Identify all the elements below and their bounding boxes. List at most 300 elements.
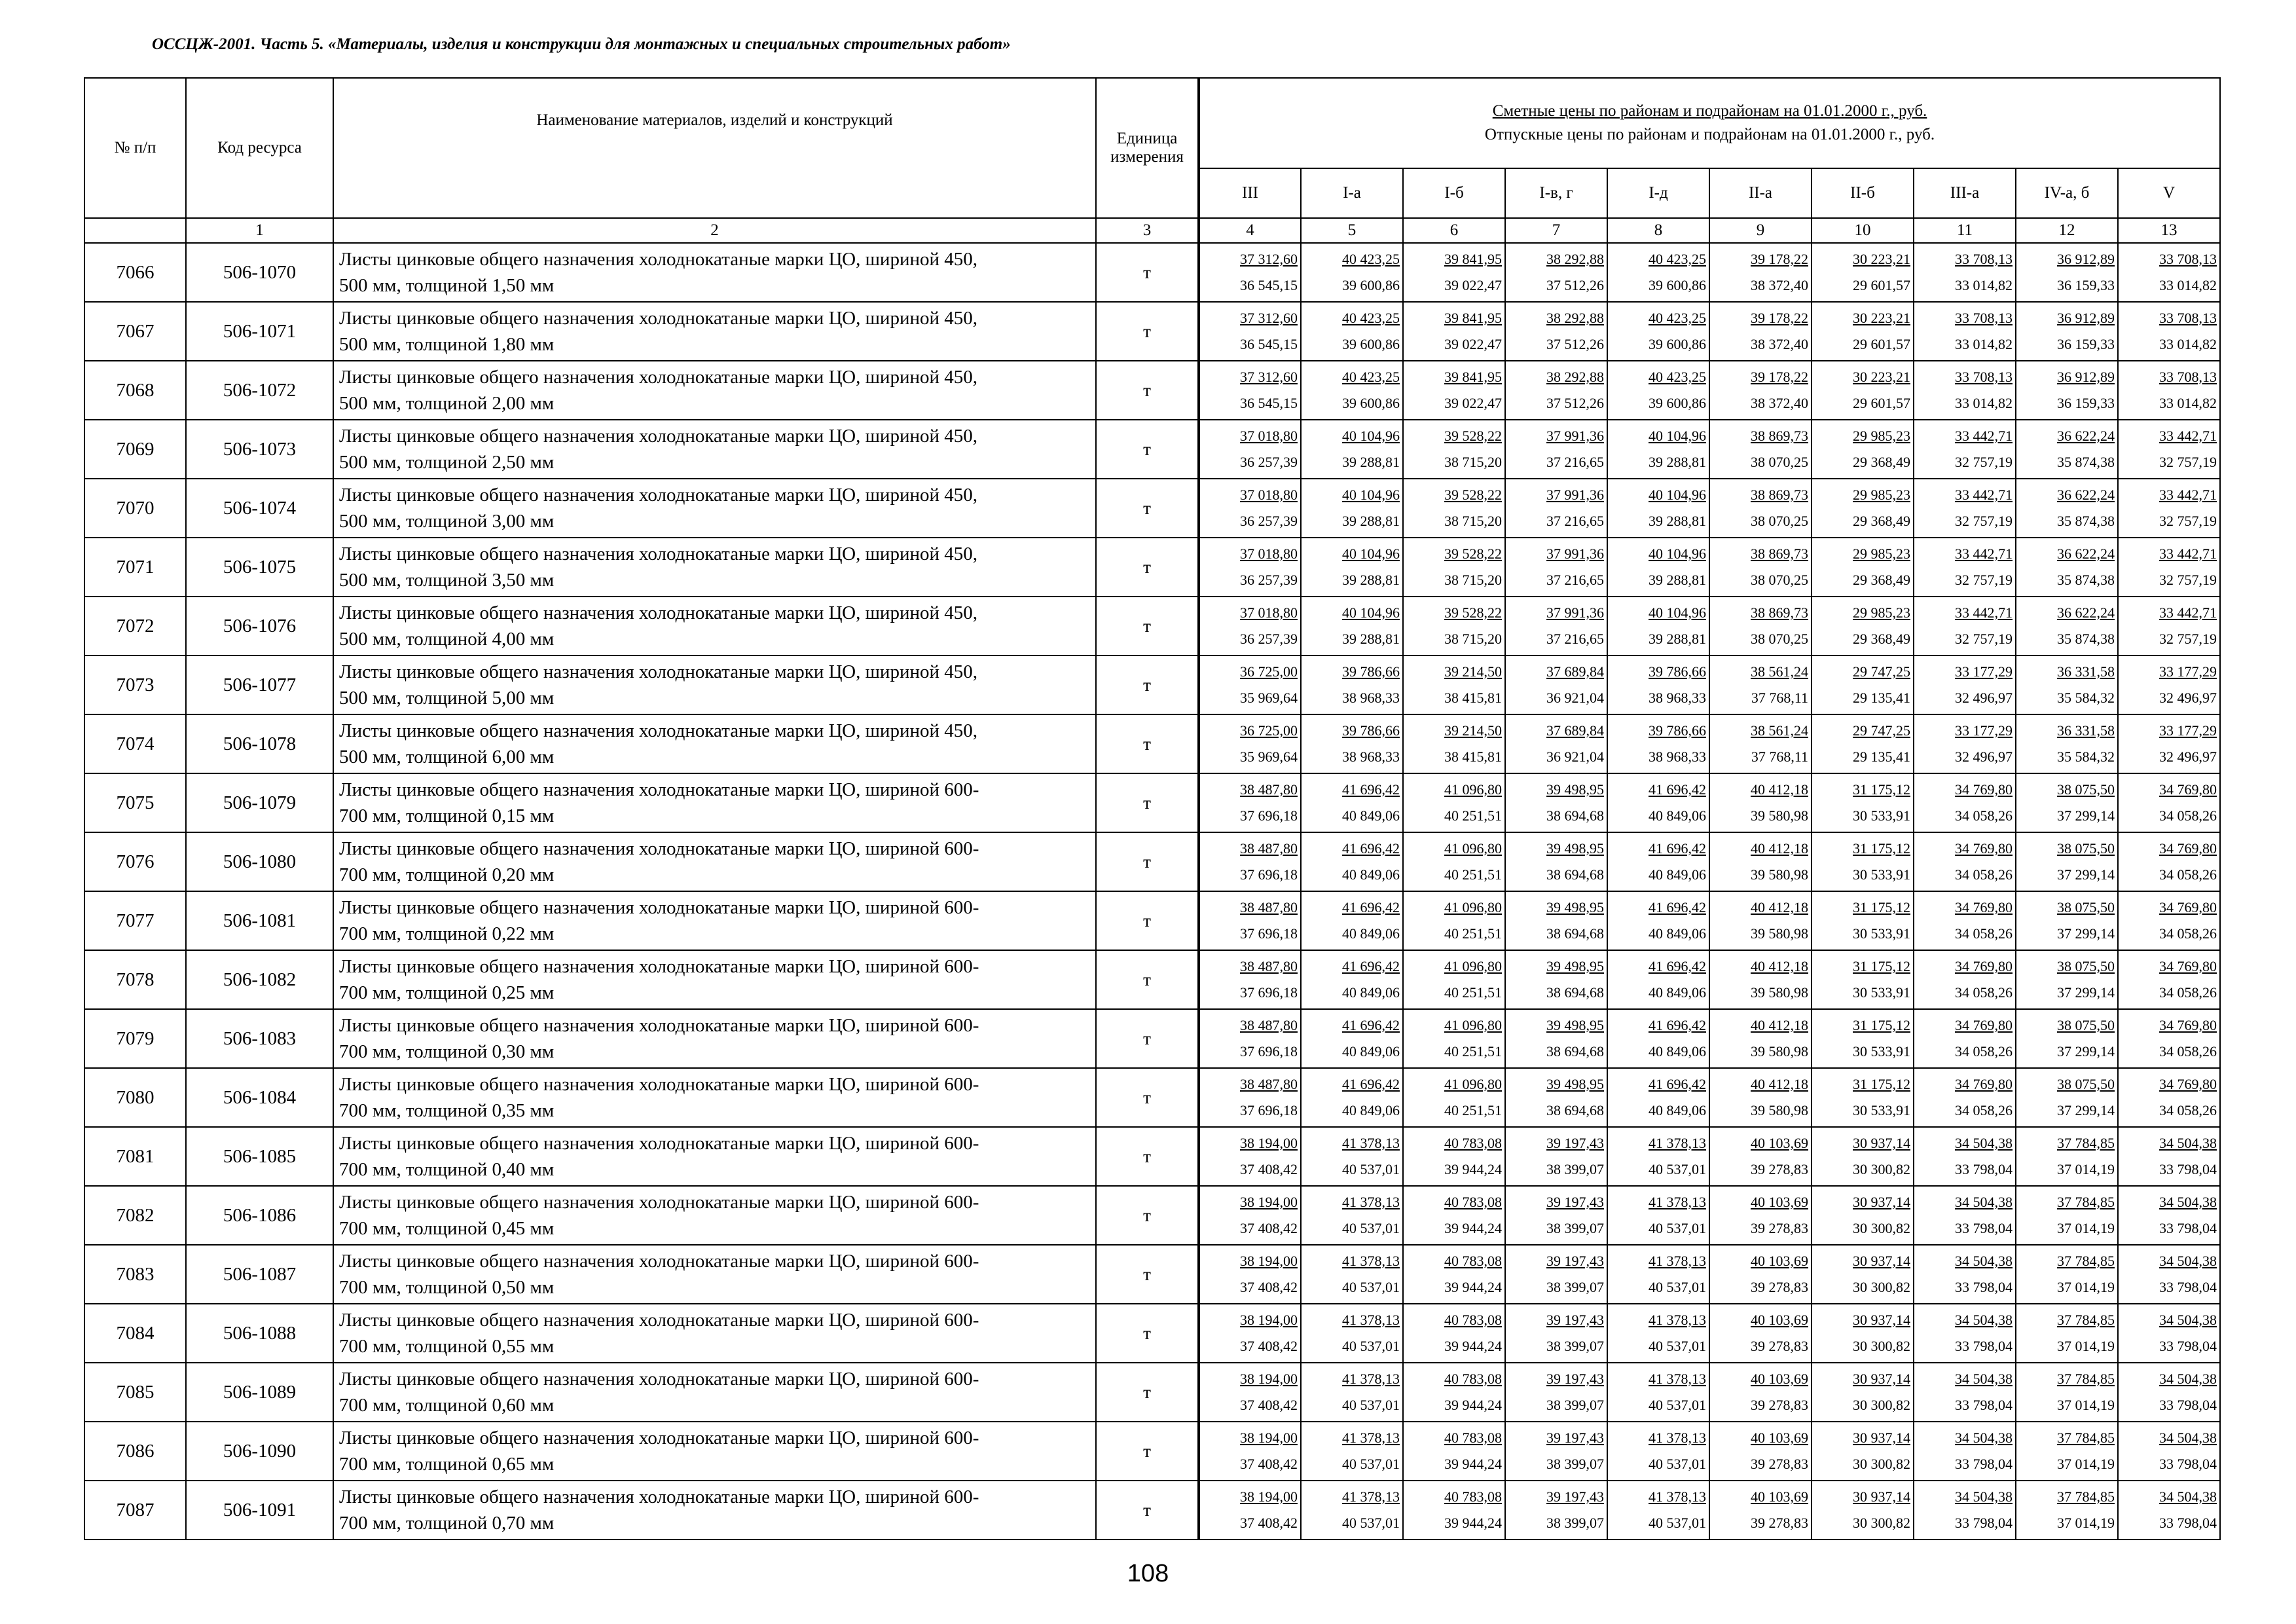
release-price: 39 278,83 — [1751, 1161, 1808, 1177]
table-row — [84, 950, 2220, 1009]
release-price: 39 278,83 — [1751, 1338, 1808, 1354]
estimate-price: 37 784,85 — [2057, 1253, 2115, 1269]
release-price: 38 372,40 — [1751, 336, 1808, 352]
release-price: 37 216,65 — [1546, 454, 1604, 470]
material-name-line1: Листы цинковые общего назначения холоднокатаные марки ЦО, шириной 450, — [339, 367, 977, 388]
material-name-line1: Листы цинковые общего назначения холоднокатаные марки ЦО, шириной 450, — [339, 661, 977, 682]
price-cell — [1812, 950, 1914, 1009]
estimate-price: 36 912,89 — [2057, 369, 2115, 385]
price-cell — [1709, 1009, 1812, 1068]
estimate-price: 39 197,43 — [1546, 1371, 1604, 1387]
estimate-price: 38 194,00 — [1240, 1194, 1298, 1210]
price-cell — [1709, 714, 1812, 773]
release-price: 40 849,06 — [1649, 925, 1706, 942]
release-price: 38 399,07 — [1546, 1515, 1604, 1531]
price-cell — [1812, 361, 1914, 420]
resource-code: 506-1085 — [186, 1127, 333, 1186]
release-price: 38 399,07 — [1546, 1279, 1604, 1295]
estimate-price: 40 104,96 — [1342, 487, 1400, 503]
release-price: 37 408,42 — [1240, 1515, 1298, 1531]
material-name-line2: 500 мм, толщиной 6,00 мм — [339, 747, 555, 767]
estimate-price: 41 096,80 — [1444, 1017, 1502, 1033]
estimate-price: 40 412,18 — [1751, 840, 1808, 857]
estimate-price: 30 937,14 — [1853, 1488, 1910, 1505]
price-cell — [1607, 361, 1709, 420]
estimate-price: 40 104,96 — [1342, 604, 1400, 621]
estimate-price: 40 423,25 — [1342, 310, 1400, 326]
material-name — [333, 1481, 1096, 1540]
price-cell — [1199, 1422, 1301, 1481]
release-price: 35 874,38 — [2057, 572, 2115, 588]
price-cell — [1709, 1245, 1812, 1304]
release-price: 40 537,01 — [1342, 1456, 1400, 1472]
estimate-price: 39 841,95 — [1444, 369, 1502, 385]
price-cell — [2118, 1363, 2220, 1422]
estimate-price: 41 696,42 — [1342, 781, 1400, 798]
release-price: 30 300,82 — [1853, 1161, 1910, 1177]
release-price: 37 014,19 — [2057, 1161, 2115, 1177]
release-price: 38 070,25 — [1751, 513, 1808, 529]
estimate-price: 30 937,14 — [1853, 1371, 1910, 1387]
price-cell — [1914, 655, 2016, 714]
estimate-price: 41 378,13 — [1342, 1194, 1400, 1210]
unit-of-measure: т — [1096, 597, 1199, 655]
release-price: 30 300,82 — [1853, 1338, 1910, 1354]
release-price: 39 944,24 — [1444, 1279, 1502, 1295]
release-price: 38 715,20 — [1444, 454, 1502, 470]
price-cell — [1199, 773, 1301, 832]
resource-code: 506-1086 — [186, 1186, 333, 1245]
release-price: 30 533,91 — [1853, 866, 1910, 883]
estimate-price: 41 378,13 — [1342, 1135, 1400, 1151]
price-cell — [1812, 1186, 1914, 1245]
release-price: 39 600,86 — [1649, 336, 1706, 352]
release-price: 36 257,39 — [1240, 572, 1298, 588]
release-price: 33 798,04 — [1955, 1161, 2013, 1177]
price-cell — [1812, 1127, 1914, 1186]
price-cell — [1403, 714, 1505, 773]
release-price: 40 251,51 — [1444, 984, 1502, 1001]
estimate-price: 37 018,80 — [1240, 545, 1298, 562]
estimate-price: 34 769,80 — [1955, 1076, 2013, 1092]
header-name: Наименование материалов, изделий и конструкций — [333, 78, 1096, 218]
price-cell — [1403, 302, 1505, 361]
material-name-line1: Листы цинковые общего назначения холоднокатаные марки ЦО, шириной 600- — [339, 838, 979, 859]
resource-code: 506-1082 — [186, 950, 333, 1009]
release-price: 29 135,41 — [1853, 748, 1910, 765]
release-price: 38 399,07 — [1546, 1338, 1604, 1354]
price-cell — [1607, 1304, 1709, 1363]
row-number: 7086 — [84, 1422, 186, 1481]
estimate-price: 30 223,21 — [1853, 369, 1910, 385]
estimate-price: 39 197,43 — [1546, 1194, 1604, 1210]
release-price: 36 257,39 — [1240, 513, 1298, 529]
price-cell — [1812, 1422, 1914, 1481]
estimate-price: 36 725,00 — [1240, 722, 1298, 739]
estimate-price: 41 696,42 — [1342, 1017, 1400, 1033]
price-cell — [1914, 773, 2016, 832]
release-price: 35 969,64 — [1240, 690, 1298, 706]
material-name-line2: 700 мм, толщиной 0,40 мм — [339, 1159, 555, 1180]
price-cell — [1914, 243, 2016, 302]
row-number: 7067 — [84, 302, 186, 361]
estimate-price: 31 175,12 — [1853, 1017, 1910, 1033]
estimate-price: 39 841,95 — [1444, 310, 1502, 326]
release-price: 39 288,81 — [1342, 454, 1400, 470]
release-price: 37 408,42 — [1240, 1397, 1298, 1413]
material-name-line2: 700 мм, толщиной 0,25 мм — [339, 982, 555, 1003]
estimate-price: 37 991,36 — [1546, 604, 1604, 621]
price-cell — [1403, 891, 1505, 950]
price-cell — [1914, 714, 2016, 773]
price-cell — [1812, 597, 1914, 655]
release-price: 40 849,06 — [1342, 866, 1400, 883]
price-cell — [1199, 714, 1301, 773]
material-name — [333, 891, 1096, 950]
estimate-price: 39 786,66 — [1649, 722, 1706, 739]
row-number: 7070 — [84, 479, 186, 538]
release-price: 38 694,68 — [1546, 1102, 1604, 1118]
price-cell — [2016, 420, 2118, 479]
release-price: 37 512,26 — [1546, 277, 1604, 293]
release-price: 38 694,68 — [1546, 807, 1604, 824]
price-cell — [1607, 538, 1709, 597]
price-cell — [2016, 773, 2118, 832]
price-cell — [1812, 891, 1914, 950]
estimate-price: 29 747,25 — [1853, 722, 1910, 739]
price-cell — [1914, 832, 2016, 891]
table-row — [84, 1127, 2220, 1186]
estimate-price: 36 912,89 — [2057, 310, 2115, 326]
price-cell — [2016, 1363, 2118, 1422]
estimate-price: 41 696,42 — [1649, 840, 1706, 857]
estimate-price: 40 103,69 — [1751, 1194, 1808, 1210]
row-number: 7085 — [84, 1363, 186, 1422]
release-price: 40 537,01 — [1649, 1515, 1706, 1531]
colnum: 6 — [1403, 218, 1505, 243]
material-name-line2: 700 мм, толщиной 0,30 мм — [339, 1041, 555, 1062]
estimate-price: 37 312,60 — [1240, 369, 1298, 385]
price-cell — [1607, 1009, 1709, 1068]
release-price: 37 299,14 — [2057, 1043, 2115, 1060]
price-cell — [2016, 891, 2118, 950]
release-price: 36 257,39 — [1240, 454, 1298, 470]
estimate-price: 33 708,13 — [1955, 369, 2013, 385]
release-price: 32 757,19 — [2159, 572, 2217, 588]
estimate-price: 40 412,18 — [1751, 958, 1808, 974]
release-price: 32 757,19 — [2159, 513, 2217, 529]
material-name — [333, 714, 1096, 773]
release-price: 39 944,24 — [1444, 1515, 1502, 1531]
price-cell — [2016, 655, 2118, 714]
estimate-price: 41 696,42 — [1649, 958, 1706, 974]
material-name — [333, 655, 1096, 714]
price-cell — [1914, 479, 2016, 538]
price-cell — [1505, 243, 1607, 302]
estimate-price: 40 104,96 — [1649, 604, 1706, 621]
release-price: 40 849,06 — [1342, 807, 1400, 824]
estimate-price: 29 985,23 — [1853, 428, 1910, 444]
price-cell — [1505, 832, 1607, 891]
estimate-price: 41 096,80 — [1444, 899, 1502, 915]
price-cell — [1607, 1186, 1709, 1245]
estimate-price: 40 412,18 — [1751, 899, 1808, 915]
release-price: 40 251,51 — [1444, 1102, 1502, 1118]
resource-code: 506-1078 — [186, 714, 333, 773]
estimate-price: 41 696,42 — [1342, 840, 1400, 857]
estimate-price: 36 912,89 — [2057, 251, 2115, 267]
unit-of-measure: т — [1096, 1422, 1199, 1481]
estimate-price: 40 783,08 — [1444, 1135, 1502, 1151]
header-unit — [1096, 78, 1199, 218]
price-cell — [1199, 1068, 1301, 1127]
release-price: 33 798,04 — [1955, 1515, 2013, 1531]
price-cell — [1709, 1304, 1812, 1363]
price-cell — [1914, 1422, 2016, 1481]
release-price: 40 849,06 — [1342, 1102, 1400, 1118]
release-price: 36 921,04 — [1546, 690, 1604, 706]
release-price: 30 300,82 — [1853, 1456, 1910, 1472]
price-cell — [1709, 950, 1812, 1009]
release-price: 33 798,04 — [2159, 1397, 2217, 1413]
estimate-price: 40 412,18 — [1751, 781, 1808, 798]
estimate-price: 36 622,24 — [2057, 487, 2115, 503]
price-cell — [1607, 1481, 1709, 1540]
header-unit-line1: Единица — [1116, 130, 1178, 147]
release-price: 32 757,19 — [1955, 631, 2013, 647]
table-row — [84, 714, 2220, 773]
material-name-line2: 500 мм, толщиной 1,50 мм — [339, 275, 555, 296]
colnum: 10 — [1812, 218, 1914, 243]
estimate-price: 39 197,43 — [1546, 1430, 1604, 1446]
estimate-price: 34 504,38 — [1955, 1194, 2013, 1210]
release-price: 40 849,06 — [1649, 807, 1706, 824]
estimate-price: 34 504,38 — [1955, 1312, 2013, 1328]
unit-of-measure: т — [1096, 361, 1199, 420]
estimate-price: 33 177,29 — [1955, 663, 2013, 680]
material-name — [333, 1068, 1096, 1127]
estimate-price: 34 504,38 — [2159, 1488, 2217, 1505]
price-cell — [2118, 891, 2220, 950]
release-price: 34 058,26 — [1955, 807, 2013, 824]
estimate-price: 39 498,95 — [1546, 1076, 1604, 1092]
price-cell — [1301, 1304, 1403, 1363]
unit-of-measure: т — [1096, 1245, 1199, 1304]
release-price: 38 968,33 — [1342, 690, 1400, 706]
colnum: 8 — [1607, 218, 1709, 243]
material-name-line2: 500 мм, толщиной 1,80 мм — [339, 334, 555, 355]
price-cell — [1301, 1481, 1403, 1540]
resource-code: 506-1075 — [186, 538, 333, 597]
release-price: 40 537,01 — [1342, 1220, 1400, 1236]
price-cell — [1709, 1481, 1812, 1540]
release-price: 39 278,83 — [1751, 1456, 1808, 1472]
estimate-price: 34 769,80 — [1955, 781, 2013, 798]
price-cell — [1812, 832, 1914, 891]
estimate-price: 39 786,66 — [1342, 663, 1400, 680]
material-name — [333, 1009, 1096, 1068]
price-cell — [2118, 1127, 2220, 1186]
release-price: 30 533,91 — [1853, 1043, 1910, 1060]
estimate-price: 34 504,38 — [1955, 1253, 2013, 1269]
price-cell — [1505, 773, 1607, 832]
release-price: 40 251,51 — [1444, 807, 1502, 824]
material-name-line2: 500 мм, толщиной 4,00 мм — [339, 629, 555, 650]
price-cell — [1505, 1245, 1607, 1304]
release-price: 37 014,19 — [2057, 1279, 2115, 1295]
material-name — [333, 1245, 1096, 1304]
material-name — [333, 1127, 1096, 1186]
estimate-price: 39 528,22 — [1444, 604, 1502, 621]
release-price: 37 014,19 — [2057, 1397, 2115, 1413]
release-price: 37 696,18 — [1240, 866, 1298, 883]
price-cell — [1403, 1481, 1505, 1540]
material-name — [333, 361, 1096, 420]
price-cell — [1505, 891, 1607, 950]
estimate-price: 40 103,69 — [1751, 1135, 1808, 1151]
price-cell — [1505, 1127, 1607, 1186]
release-price: 35 874,38 — [2057, 631, 2115, 647]
release-price: 32 496,97 — [1955, 690, 2013, 706]
price-cell — [2016, 714, 2118, 773]
estimate-price: 33 177,29 — [1955, 722, 2013, 739]
material-name-line1: Листы цинковые общего назначения холоднокатаные марки ЦО, шириной 600- — [339, 1428, 979, 1449]
estimate-price: 38 194,00 — [1240, 1371, 1298, 1387]
estimate-price: 36 622,24 — [2057, 428, 2115, 444]
row-number: 7082 — [84, 1186, 186, 1245]
unit-of-measure: т — [1096, 1481, 1199, 1540]
price-cell — [2118, 243, 2220, 302]
release-price: 33 798,04 — [2159, 1515, 2217, 1531]
release-price: 34 058,26 — [2159, 866, 2217, 883]
header-num: № п/п — [84, 78, 186, 218]
estimate-price: 34 504,38 — [1955, 1488, 2013, 1505]
unit-of-measure: т — [1096, 243, 1199, 302]
price-cell — [1607, 773, 1709, 832]
price-cell — [1301, 773, 1403, 832]
material-name-line1: Листы цинковые общего назначения холоднокатаные марки ЦО, шириной 450, — [339, 544, 977, 564]
price-cell — [1301, 1127, 1403, 1186]
estimate-price: 39 786,66 — [1649, 663, 1706, 680]
release-price: 30 533,91 — [1853, 807, 1910, 824]
material-name — [333, 538, 1096, 597]
release-price: 34 058,26 — [1955, 866, 2013, 883]
release-price: 34 058,26 — [2159, 925, 2217, 942]
release-price: 38 399,07 — [1546, 1220, 1604, 1236]
estimate-price: 33 442,71 — [1955, 545, 2013, 562]
material-name-line1: Листы цинковые общего назначения холоднокатаные марки ЦО, шириной 450, — [339, 249, 977, 270]
release-price: 40 537,01 — [1649, 1397, 1706, 1413]
price-cell — [1812, 479, 1914, 538]
price-cell — [1709, 891, 1812, 950]
price-cell — [1199, 1363, 1301, 1422]
estimate-price: 33 708,13 — [1955, 251, 2013, 267]
estimate-price: 37 784,85 — [2057, 1430, 2115, 1446]
material-name-line2: 700 мм, толщиной 0,35 мм — [339, 1100, 555, 1121]
price-cell — [1709, 361, 1812, 420]
price-cell — [1301, 1363, 1403, 1422]
release-price: 37 014,19 — [2057, 1515, 2115, 1531]
estimate-price: 38 075,50 — [2057, 899, 2115, 915]
estimate-price: 40 423,25 — [1649, 310, 1706, 326]
release-price: 35 584,32 — [2057, 690, 2115, 706]
unit-of-measure: т — [1096, 714, 1199, 773]
release-price: 33 798,04 — [2159, 1220, 2217, 1236]
price-cell — [2016, 479, 2118, 538]
release-price: 33 014,82 — [2159, 395, 2217, 411]
release-price: 38 372,40 — [1751, 395, 1808, 411]
release-price: 30 300,82 — [1853, 1515, 1910, 1531]
release-price: 39 944,24 — [1444, 1161, 1502, 1177]
row-number: 7087 — [84, 1481, 186, 1540]
resource-code: 506-1090 — [186, 1422, 333, 1481]
material-name-line2: 700 мм, толщиной 0,22 мм — [339, 923, 555, 944]
estimate-price: 40 103,69 — [1751, 1430, 1808, 1446]
release-price: 34 058,26 — [1955, 1043, 2013, 1060]
price-cell — [1505, 1304, 1607, 1363]
estimate-price: 41 096,80 — [1444, 958, 1502, 974]
release-price: 38 694,68 — [1546, 1043, 1604, 1060]
release-price: 34 058,26 — [1955, 1102, 2013, 1118]
price-cell — [1607, 1363, 1709, 1422]
unit-of-measure: т — [1096, 773, 1199, 832]
unit-of-measure: т — [1096, 1009, 1199, 1068]
unit-of-measure: т — [1096, 655, 1199, 714]
price-cell — [1199, 243, 1301, 302]
resource-code: 506-1088 — [186, 1304, 333, 1363]
table-row — [84, 302, 2220, 361]
material-name-line1: Листы цинковые общего назначения холоднокатаные марки ЦО, шириной 600- — [339, 1133, 979, 1154]
price-cell — [1607, 655, 1709, 714]
estimate-price: 34 769,80 — [1955, 840, 2013, 857]
release-price: 38 968,33 — [1342, 748, 1400, 765]
table-row — [84, 1009, 2220, 1068]
table-row — [84, 1245, 2220, 1304]
release-price: 40 537,01 — [1649, 1161, 1706, 1177]
estimate-price: 40 104,96 — [1342, 545, 1400, 562]
price-cell — [1403, 479, 1505, 538]
table-row — [84, 1481, 2220, 1540]
release-price: 29 601,57 — [1853, 336, 1910, 352]
estimate-price: 30 937,14 — [1853, 1135, 1910, 1151]
release-price: 36 545,15 — [1240, 336, 1298, 352]
release-price: 37 696,18 — [1240, 1043, 1298, 1060]
unit-of-measure: т — [1096, 950, 1199, 1009]
row-number: 7079 — [84, 1009, 186, 1068]
estimate-price: 30 937,14 — [1853, 1253, 1910, 1269]
material-name-line2: 700 мм, толщиной 0,60 мм — [339, 1395, 555, 1416]
estimate-price: 38 869,73 — [1751, 604, 1808, 621]
estimate-price: 38 194,00 — [1240, 1253, 1298, 1269]
release-price: 33 798,04 — [2159, 1338, 2217, 1354]
table-row — [84, 243, 2220, 302]
unit-of-measure: т — [1096, 1127, 1199, 1186]
price-cell — [1709, 1186, 1812, 1245]
estimate-price: 37 312,60 — [1240, 310, 1298, 326]
resource-code: 506-1087 — [186, 1245, 333, 1304]
estimate-price: 33 708,13 — [2159, 369, 2217, 385]
estimate-price: 37 018,80 — [1240, 487, 1298, 503]
estimate-price: 41 378,13 — [1342, 1371, 1400, 1387]
estimate-price: 38 292,88 — [1546, 310, 1604, 326]
release-price: 40 849,06 — [1342, 1043, 1400, 1060]
material-name — [333, 302, 1096, 361]
header-region: III — [1199, 168, 1301, 218]
price-cell — [2118, 1304, 2220, 1363]
price-cell — [2118, 1186, 2220, 1245]
price-cell — [1607, 1245, 1709, 1304]
price-cell — [2118, 1481, 2220, 1540]
